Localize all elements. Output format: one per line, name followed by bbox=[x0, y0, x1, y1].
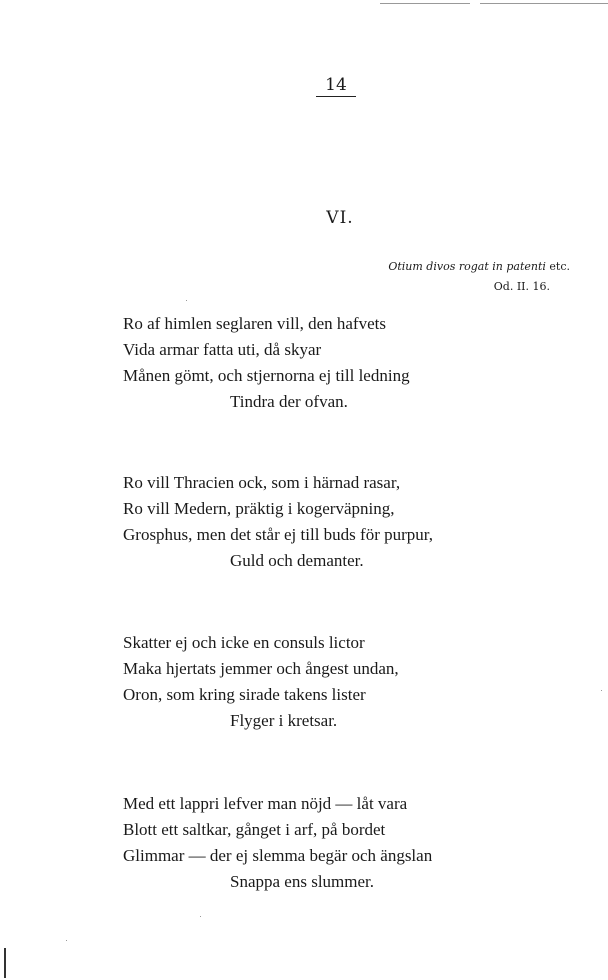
epigraph bbox=[388, 257, 570, 297]
section-heading: VI. bbox=[326, 208, 354, 228]
stanza-1 bbox=[123, 311, 410, 415]
stanza-3 bbox=[123, 630, 399, 734]
page-number: 14 bbox=[316, 75, 356, 97]
verse-line-short: Guld och demanter. bbox=[230, 551, 364, 570]
verse-line-short: Snappa ens slummer. bbox=[230, 872, 375, 891]
stanza-4 bbox=[123, 791, 432, 895]
verse-line: Glimmar — der ej slemma begär och ängslan bbox=[123, 846, 433, 865]
top-edge-rule bbox=[380, 3, 470, 4]
epigraph-quote-line bbox=[388, 257, 570, 277]
verse-line-short: Flyger i kretsar. bbox=[230, 711, 338, 730]
verse-line-short: Tindra der ofvan. bbox=[230, 392, 348, 411]
epigraph-etc: etc. bbox=[549, 260, 570, 273]
verse-line: Skatter ej och icke en consuls lictor bbox=[123, 633, 365, 652]
print-speck bbox=[200, 916, 201, 917]
print-speck bbox=[601, 690, 602, 691]
verse-line: Månen gömt, och stjernorna ej till ledning bbox=[123, 366, 410, 385]
epigraph-quote: Otium divos rogat in patenti bbox=[388, 260, 546, 273]
verse-line: Oron, som kring sirade takens lister bbox=[123, 685, 366, 704]
print-speck bbox=[186, 300, 187, 301]
binding-edge-mark bbox=[4, 948, 6, 978]
verse-line: Ro vill Thracien ock, som i härnad rasar, bbox=[123, 473, 401, 492]
verse-line: Maka hjertats jemmer och ångest undan, bbox=[123, 659, 399, 678]
verse-line: Grosphus, men det står ej till buds för purpur, bbox=[123, 525, 433, 544]
top-edge-rule bbox=[480, 3, 608, 4]
verse-line: Blott ett saltkar, gånget i arf, på bordet bbox=[123, 820, 386, 839]
verse-line: Ro af himlen seglaren vill, den hafvets bbox=[123, 314, 386, 333]
verse-line: Vida armar fatta uti, då skyar bbox=[123, 340, 322, 359]
stanza-2 bbox=[123, 470, 433, 574]
verse-line: Ro vill Medern, präktig i kogerväpning, bbox=[123, 499, 395, 518]
epigraph-reference: Od. II. 16. bbox=[493, 280, 550, 293]
print-speck bbox=[66, 940, 67, 941]
verse-line: Med ett lappri lefver man nöjd — låt vara bbox=[123, 794, 408, 813]
